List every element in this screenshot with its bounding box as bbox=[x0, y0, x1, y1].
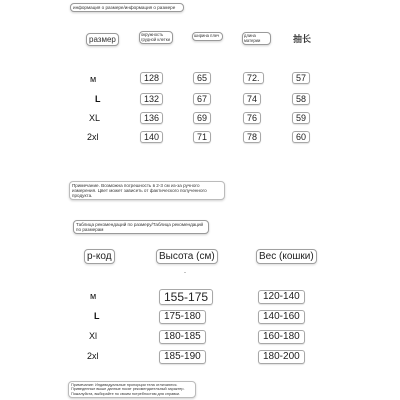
t1-length-m: 72. bbox=[243, 72, 264, 84]
t1-shoulder-2xl: 71 bbox=[193, 131, 211, 143]
size-recommendation-header: Таблица рекомендаций по размеру/Таблица рекомендаций по размерам bbox=[73, 220, 209, 234]
t1-shoulder-m: 65 bbox=[193, 72, 211, 84]
t2-height-m: 155-175 bbox=[159, 289, 213, 305]
t1-length-2xl: 78 bbox=[243, 131, 261, 143]
t2-separator-dash: - bbox=[184, 270, 186, 276]
t1-chest-2xl: 140 bbox=[140, 131, 163, 143]
t1-header-length: длина материи bbox=[242, 32, 271, 45]
t1-length-xl: 76 bbox=[243, 112, 261, 124]
t2-size-xl: Xl bbox=[89, 331, 98, 341]
t2-size-m: м bbox=[90, 291, 97, 301]
t1-header-chest: окружность грудной клетки bbox=[139, 31, 173, 44]
t1-sleeve-2xl: 60 bbox=[292, 131, 310, 143]
t1-header-size: размер bbox=[86, 33, 119, 46]
t1-size-m: м bbox=[90, 74, 97, 84]
measurement-note: Примечание. Возможна погрешность в 2-3 см из-за ручного измерения. Цвет может зависеть от фактического полученного продукта. bbox=[69, 181, 225, 200]
t1-header-sleeve: 抽长 bbox=[293, 34, 312, 44]
t1-chest-xl: 136 bbox=[140, 112, 163, 124]
t1-size-xl: XL bbox=[89, 113, 101, 123]
size-info-header: информация о размере/информация о размере bbox=[70, 3, 184, 12]
t2-weight-xl: 160-180 bbox=[258, 330, 305, 344]
t1-shoulder-l: 67 bbox=[193, 93, 211, 105]
t1-chest-m: 128 bbox=[140, 72, 163, 84]
t2-size-2xl: 2xl bbox=[87, 351, 99, 361]
recommendation-note: Примечание: Индивидуальные пропорции тела отличаются. Приведенные выше данные носят рекомендательный характер. Пожалуйста, выбирайте по своим потребностям для справки. bbox=[68, 381, 196, 398]
t1-header-shoulder: ширина плеч bbox=[192, 32, 223, 41]
t2-weight-2xl: 180-200 bbox=[258, 350, 305, 364]
t1-sleeve-xl: 59 bbox=[292, 112, 310, 124]
t2-height-l: 175-180 bbox=[159, 310, 206, 324]
t1-sleeve-l: 58 bbox=[292, 93, 310, 105]
t2-weight-m: 120-140 bbox=[258, 290, 305, 304]
t2-header-weight: Вес (кошки) bbox=[256, 249, 317, 264]
t2-height-xl: 180-185 bbox=[159, 330, 206, 344]
t1-size-l: L bbox=[95, 94, 101, 104]
t2-header-size-code: р-код bbox=[84, 249, 115, 264]
t1-sleeve-m: 57 bbox=[292, 72, 310, 84]
t2-size-l: L bbox=[94, 311, 100, 321]
t1-size-2xl: 2xl bbox=[87, 132, 99, 142]
t2-height-2xl: 185-190 bbox=[159, 350, 206, 364]
t1-shoulder-xl: 69 bbox=[193, 112, 211, 124]
t2-header-height: Высота (см) bbox=[156, 249, 218, 264]
t1-length-l: 74 bbox=[243, 93, 261, 105]
t2-weight-l: 140-160 bbox=[258, 310, 305, 324]
t1-chest-l: 132 bbox=[140, 93, 163, 105]
